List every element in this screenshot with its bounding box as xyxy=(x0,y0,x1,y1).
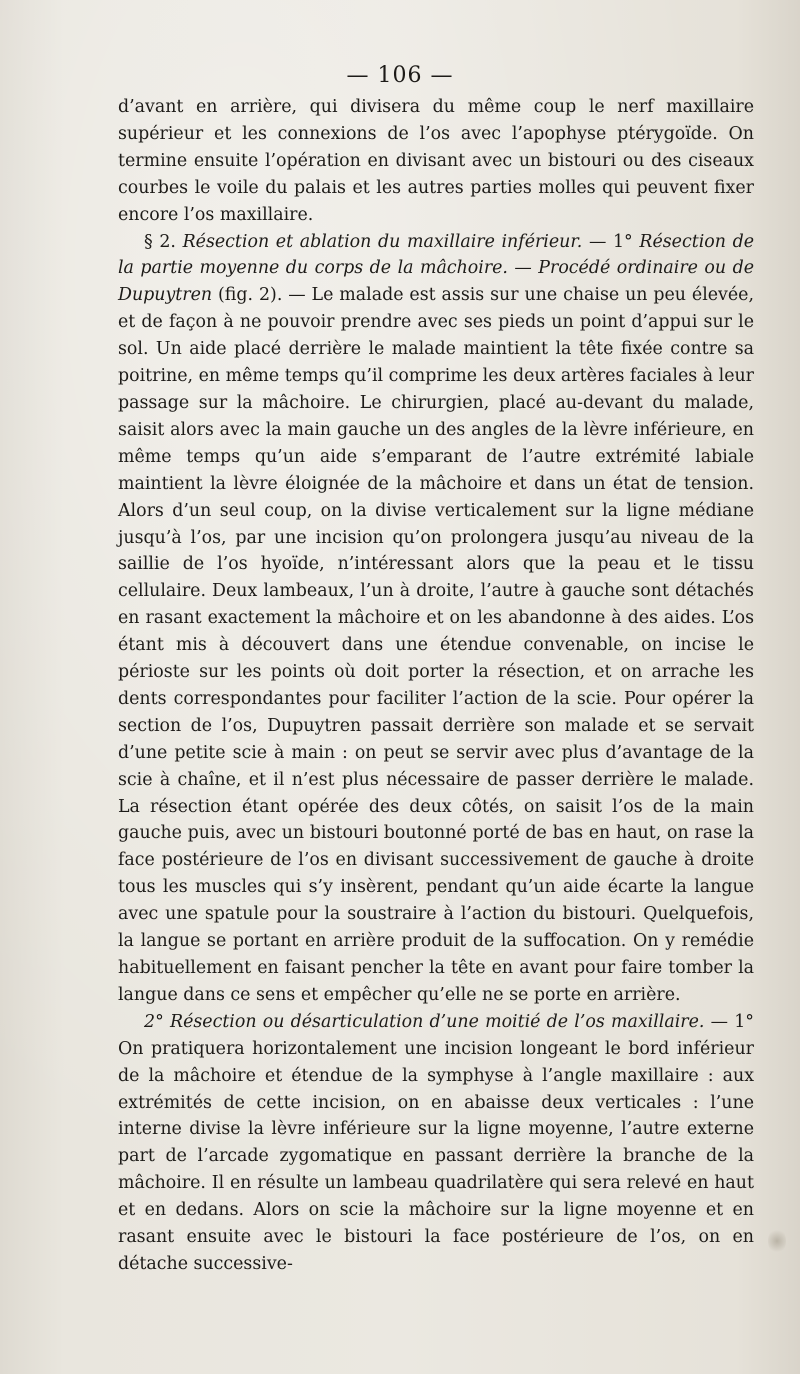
paragraph-subsection-2 xyxy=(118,1009,754,1278)
subsection-title: Résection de la partie moyenne du corps de la mâchoire. — Procédé ordinaire ou de Dupuytren xyxy=(118,231,755,306)
page-number-header: — 106 — xyxy=(346,63,454,88)
page-body xyxy=(118,94,754,1278)
section-title: Résection et ablation du maxillaire inférieur. xyxy=(182,231,583,252)
paper-stain xyxy=(768,1228,786,1254)
paragraph-text: (fig. 2). — Le malade est assis sur une chaise un peu élevée, et de façon à ne pouvoir prendre avec ses pieds un point d’appui sur le sol. Un aide placé derrière le malade maintient la tête fixée contre sa poitrine, en même temps qu’il comprime les deux artères faciales à leur passage sur la mâchoire. Le chirurgien, placé au-devant du malade, saisit alors avec la main gauche un des angles de la lèvre inférieure, en même temps qu’un aide s’emparant de l’autre extrémité labiale maintient la lèvre éloignée de la mâchoire et dans un état de tension. Alors d’un seul coup, on la divise verticalement sur la ligne médiane jusqu’à l’os, par une incision qu’on prolongera jusqu’au niveau de la saillie de l’os hyoïde, n’intéressant alors que la peau et le tissu cellulaire. Deux lambeaux, l’un à droite, l’autre à gauche sont détachés en rasant exactement la mâchoire et on les abandonne à des aides. L’os étant mis à découvert dans une étendue convenable, on incise le périoste sur les points où doit porter la résection, et on arrache les dents correspondantes pour faciliter l’action de la scie. Pour opérer la section de l’os, Dupuytren passait derrière son malade et se servait d’une petite scie à main : on peut se servir avec plus d’avantage de la scie à chaîne, et il n’est plus nécessaire de passer derrière le malade. La résection étant opérée des deux côtés, on saisit l’os de la main gauche puis, avec un bistouri boutonné porté de bas en haut, on rase la face postérieure de l’os en divisant successivement de gauche à droite tous les muscles qui s’y insèrent, pendant qu’un aide écarte la langue avec une spatule pour la soustraire à l’action du bistouri. Quelquefois, la langue se portant en arrière produit de la suffocation. On y remédie habituellement en faisant pencher la tête en avant pour faire tomber la langue dans ce sens et empêcher qu’elle ne se porte en arrière. xyxy=(118,285,754,1005)
section-number: § 2. xyxy=(144,231,183,252)
paragraph-text: — 1° On pratiquera horizontalement une incision longeant le bord inférieur de la mâchoire et étendue de la symphyse à l’angle maxillaire : aux extrémités de cette incision, on en abaisse deux verticales : l’une interne divise la lèvre inférieure sur la ligne moyenne, l’autre externe part de l’arcade zygomatique en passant derrière la branche de la mâchoire. Il en résulte un lambeau quadrilatère qui sera relevé en haut et en dedans. Alors on scie la mâchoire sur la ligne moyenne et en rasant ensuite avec le bistouri la face postérieure de l’os, on en détache successive- xyxy=(118,1011,754,1274)
paragraph-section-2 xyxy=(118,229,754,1009)
section-separator: — 1° xyxy=(582,231,640,252)
paragraph-continuation: d’avant en arrière, qui divisera du même coup le nerf maxillaire supérieur et les connexions de l’os avec l’apophyse ptérygoïde. On termine ensuite l’opération en divisant avec un bistouri ou des ciseaux courbes le voile du palais et les autres parties molles qui peuvent fixer encore l’os maxillaire. xyxy=(118,97,754,225)
subsection-title: 2° Résection ou désarticulation d’une moitié de l’os maxillaire. xyxy=(144,1011,705,1032)
